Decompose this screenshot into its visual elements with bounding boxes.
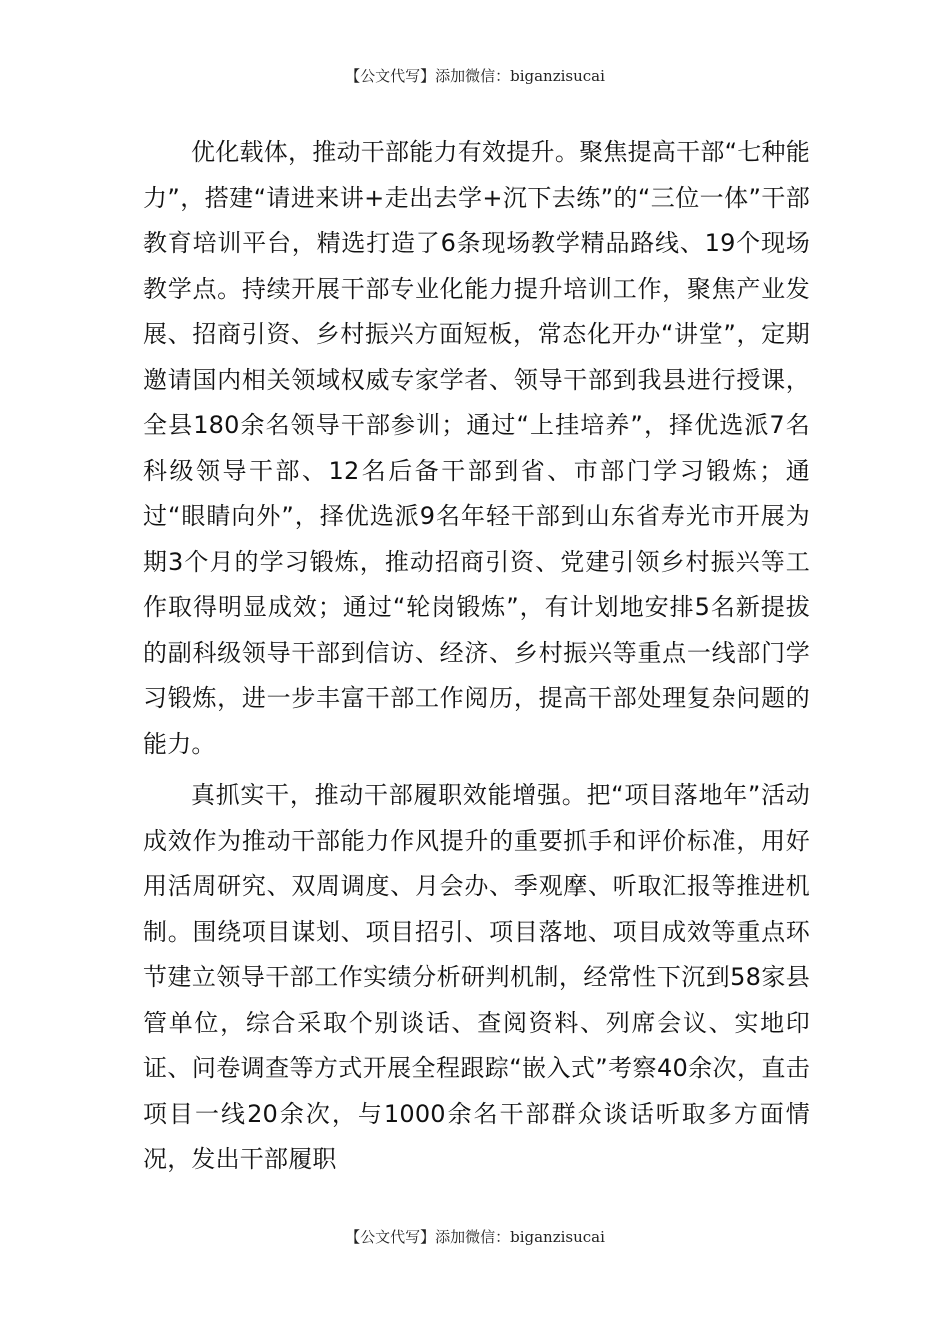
paragraph-optimize-carrier: 优化载体，推动干部能力有效提升。聚焦提高干部“七种能力”，搭建“请进来讲+走出去学+沉下去练”的“三位一体”干部教育培训平台，精选打造了6条现场教学精品路线、19个现场教学点。持续开展干部专业化能力提升培训工作，聚焦产业发展、招商引资、乡村振兴方面短板，常态化开办“讲堂”，定期邀请国内相关领域权威专家学者、领导干部到我县进行授课，全县180余名领导干部参训；通过“上挂培养”，择优选派7名科级领导干部、12名后备干部到省、市部门学习锻炼；通过“眼睛向外”，择优选派9名年轻干部到山东省寿光市开展为期3个月的学习锻炼，推动招商引资、党建引领乡村振兴等工作取得明显成效；通过“轮岗锻炼”，有计划地安排5名新提拔的副科级领导干部到信访、经济、乡村振兴等重点一线部门学习锻炼，进一步丰富干部工作阅历，提高干部处理复杂问题的能力。 <box>143 138 810 758</box>
paragraph-practical-work: 真抓实干，推动干部履职效能增强。把“项目落地年”活动成效作为推动干部能力作风提升的重要抓手和评价标准，用好用活周研究、双周调度、月会办、季观摩、听取汇报等推进机制。围绕项目谋划、项目招引、项目落地、项目成效等重点环节建立领导干部工作实绩分析研判机制，经常性下沉到58家县管单位，综合采取个别谈话、查阅资料、列席会议、实地印证、问卷调查等方式开展全程跟踪“嵌入式”考察40余次，直击项目一线20余次，与1000余名干部群众谈话听取多方面情况，发出干部履职 <box>143 781 810 1173</box>
page-header: 【公文代写】添加微信：biganzisucai <box>345 67 605 85</box>
page-footer: 【公文代写】添加微信：biganzisucai <box>345 1228 605 1246</box>
document-body <box>143 130 810 1183</box>
